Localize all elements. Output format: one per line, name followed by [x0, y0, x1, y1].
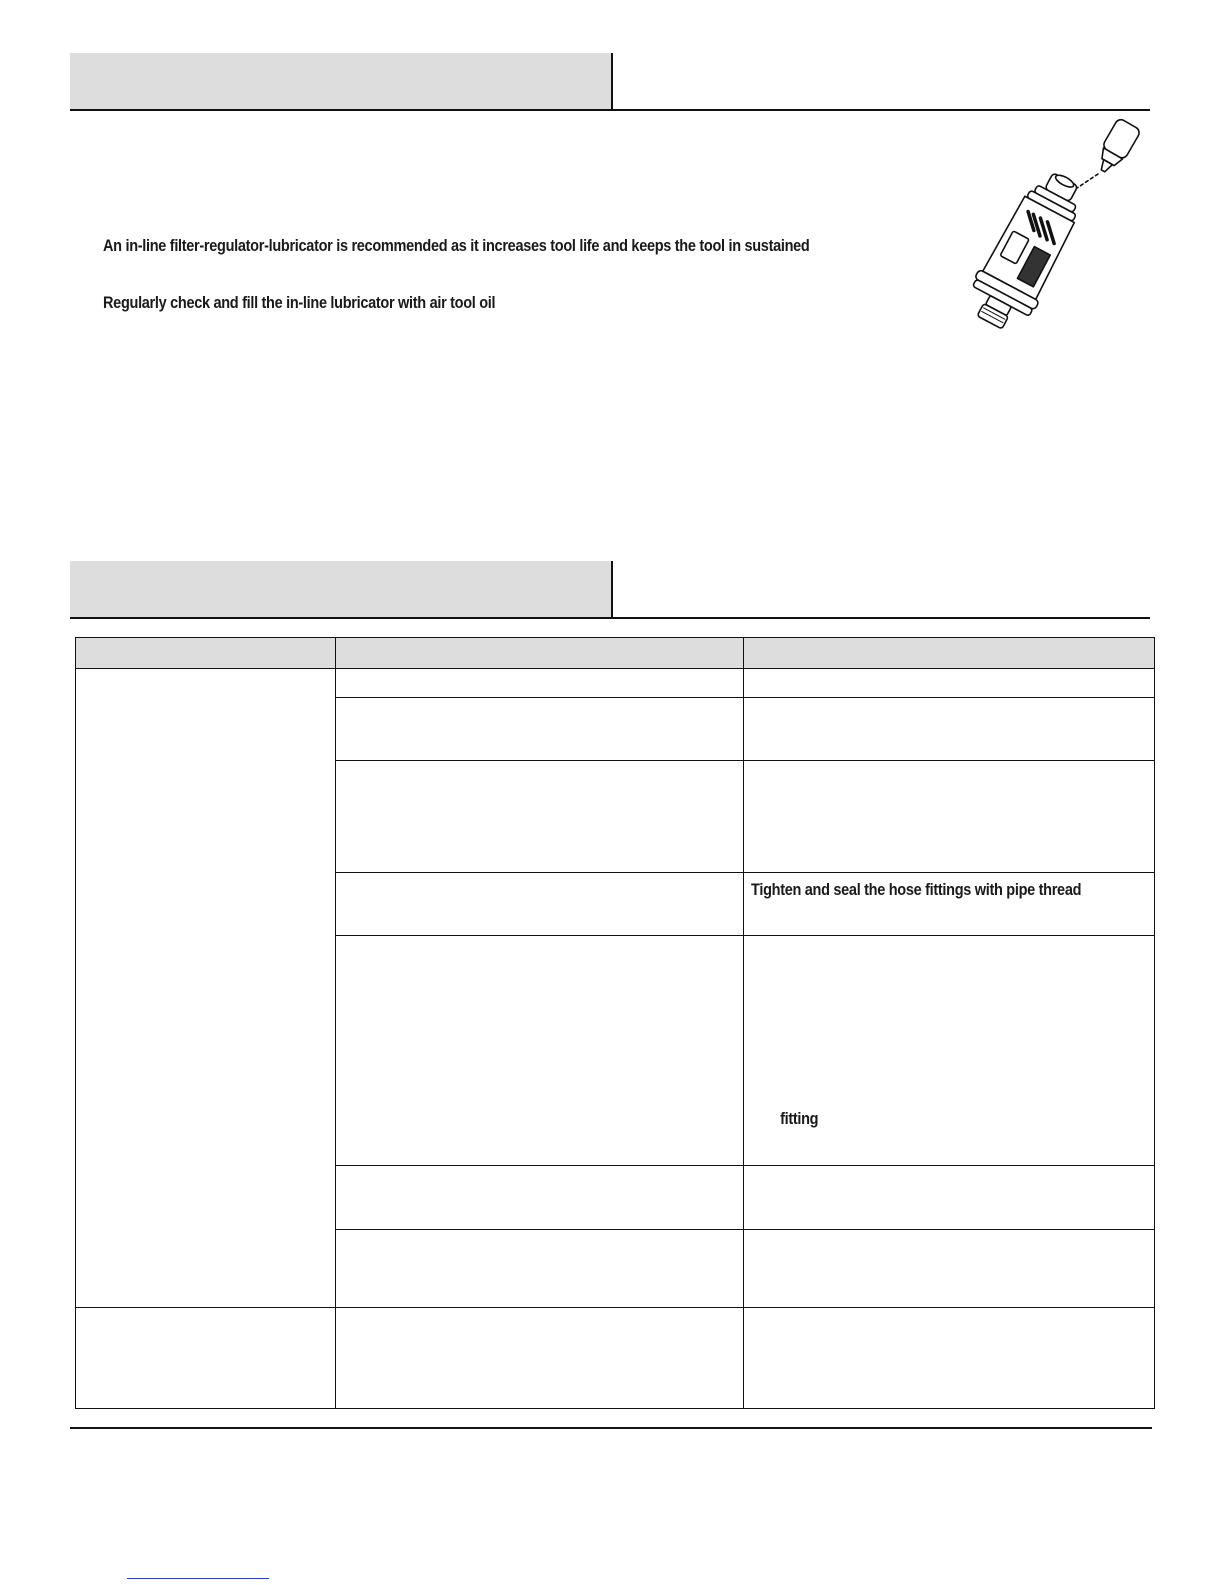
solution-cell: [744, 1308, 1155, 1409]
cause-cell: [336, 936, 744, 1166]
maintenance-text-1: An in-line filter-regulator-lubricator is recommended as it increases tool life and keeps the tool in sustained: [103, 237, 810, 255]
footer-rule: [70, 1427, 1152, 1429]
maintenance-text-2: Regularly check and fill the in-line lubricator with air tool oil: [103, 294, 496, 312]
header-problem: [76, 638, 336, 669]
footer-link-underline[interactable]: [127, 1578, 269, 1579]
solution-cell: [744, 698, 1155, 761]
solution-text: [744, 669, 1105, 677]
troubleshooting-header: [70, 561, 1150, 620]
cause-cell: [336, 1166, 744, 1230]
solution-text: Tighten and seal the hose fittings with pipe thread: [751, 881, 1082, 899]
solution-text: [744, 1230, 1105, 1238]
solution-text: [744, 761, 1105, 769]
problem-cell: [76, 669, 336, 1308]
cause-cell: [336, 698, 744, 761]
solution-text: fitting: [780, 1110, 819, 1128]
header-solution: [744, 638, 1155, 669]
solution-text: [744, 698, 1105, 706]
table-row: [76, 669, 1155, 698]
solution-text: [744, 1166, 1105, 1174]
cause-cell: [336, 669, 744, 698]
header-rule: [70, 617, 1150, 619]
header-title-bar: [70, 561, 611, 618]
air-tool-oil-illustration: [940, 112, 1155, 337]
table-row: [76, 1308, 1155, 1409]
header-cause: [336, 638, 744, 669]
oil-bottle-icon: [1092, 118, 1142, 178]
solution-cell: [744, 761, 1155, 873]
air-tool-icon: [959, 162, 1096, 337]
cause-cell: [336, 761, 744, 873]
solution-cell: [744, 669, 1155, 698]
solution-cell: [744, 1230, 1155, 1308]
troubleshooting-table: [75, 637, 1155, 1409]
solution-cell: [744, 936, 1155, 1166]
maintenance-header: [70, 53, 1150, 112]
problem-cell: [76, 1308, 336, 1409]
header-title-bar: [70, 53, 611, 110]
solution-cell: [744, 873, 1155, 936]
cause-cell: [336, 1308, 744, 1409]
header-divider: [611, 561, 613, 619]
solution-text: [744, 1308, 1105, 1316]
table-header-row: [76, 638, 1155, 669]
header-divider: [611, 53, 613, 111]
header-rule: [70, 109, 1150, 111]
solution-cell: [744, 1166, 1155, 1230]
cause-cell: [336, 873, 744, 936]
cause-cell: [336, 1230, 744, 1308]
